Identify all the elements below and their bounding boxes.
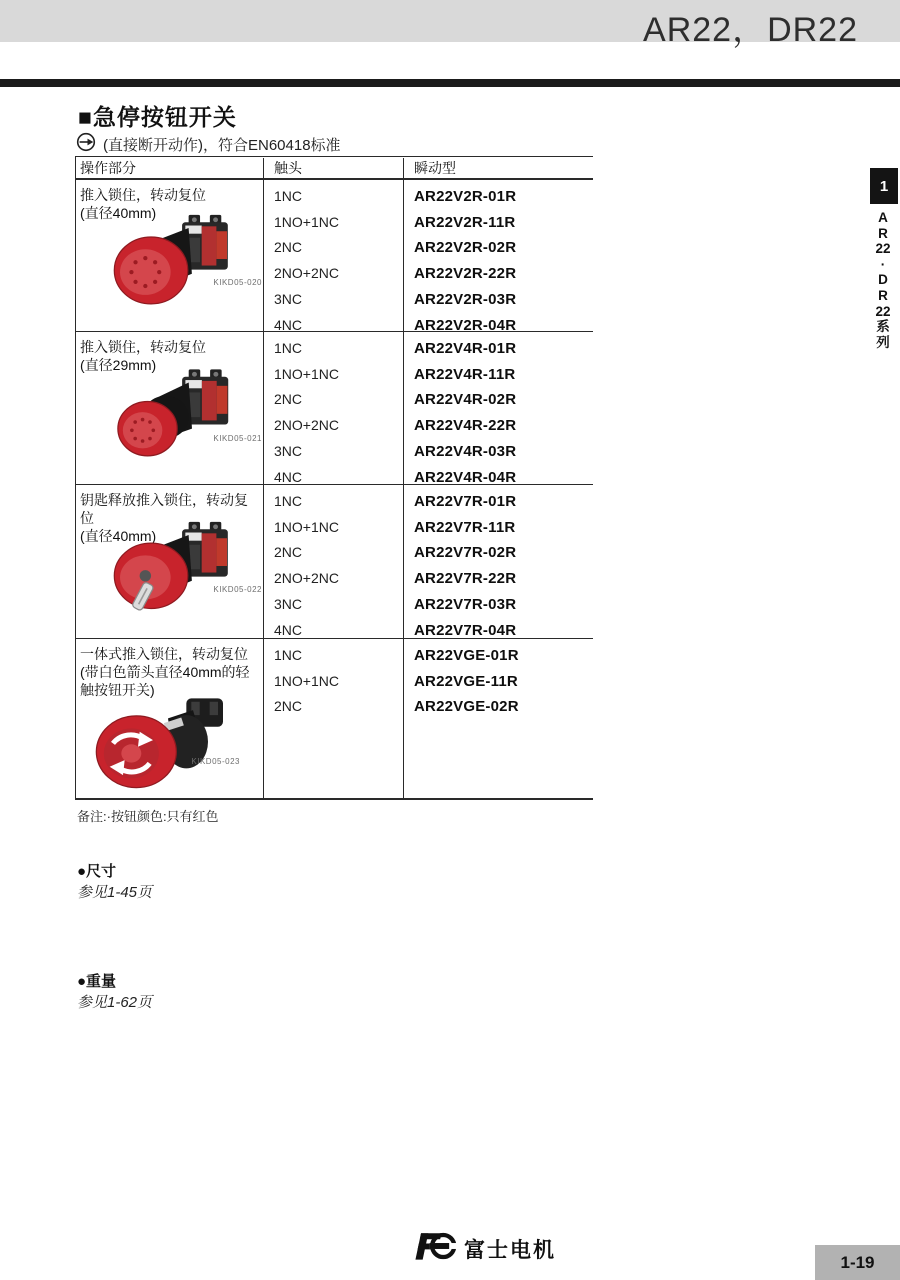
table-row (76, 332, 593, 485)
model-number: AR22V7R-04R (414, 621, 517, 639)
operator-title: 推入锁住，转动复位 (80, 187, 206, 203)
brand-name: 富士电机 (464, 1238, 556, 1262)
contact-option: 2NO+2NC (274, 417, 339, 434)
contact-option: 2NO+2NC (274, 265, 339, 282)
contact-option: 1NO+1NC (274, 672, 339, 689)
col-header-momentary: 瞬动型 (414, 159, 456, 176)
model-number: AR22VGE-11R (414, 672, 518, 690)
photo-code: KIKD05-020 (213, 278, 262, 287)
product-photo-estop-40mm (108, 210, 262, 310)
section-title: ■急停按钮开关 (78, 104, 237, 130)
contact-option: 1NO+1NC (274, 213, 339, 230)
contact-option: 2NC (274, 698, 303, 715)
page-number: 1-19 (840, 1252, 875, 1272)
operator-subtitle: (直径40mm) (80, 205, 157, 221)
model-number: AR22V4R-02R (414, 391, 517, 409)
model-number: AR22V7R-11R (414, 518, 516, 536)
contact-option: 2NC (274, 391, 303, 408)
contact-option: 1NO+1NC (274, 365, 339, 382)
contact-option: 2NC (274, 544, 303, 561)
photo-code: KIKD05-022 (213, 585, 262, 594)
model-number: AR22V2R-03R (414, 290, 517, 308)
model-number: AR22V4R-22R (414, 417, 517, 435)
page-number-box (815, 1245, 900, 1280)
photo-code: KIKD05-023 (191, 757, 240, 766)
standard-line (76, 132, 341, 157)
contact-option: 2NC (274, 239, 303, 256)
col-header-operator: 操作部分 (76, 158, 264, 178)
header-band (0, 0, 900, 49)
footer-brand (408, 1229, 556, 1268)
contact-option: 1NC (274, 188, 303, 204)
contact-option: 1NC (274, 647, 303, 663)
weight-reference: 参见1-62页 (77, 994, 153, 1011)
model-number: AR22V2R-22R (414, 265, 517, 283)
standard-text: (直接断开动作)，符合EN60418标准 (103, 137, 341, 154)
model-number: AR22V7R-02R (414, 544, 517, 562)
table-row (76, 639, 593, 800)
contact-option: 1NC (274, 493, 303, 509)
product-photo-estop-29mm (108, 366, 262, 466)
dimensions-label: ●尺寸 (77, 863, 117, 880)
contact-option: 3NC (274, 595, 303, 612)
page-title: AR22，DR22 (643, 11, 858, 49)
model-number: AR22V4R-04R (414, 468, 517, 486)
contact-option: 3NC (274, 442, 303, 459)
contact-option: 1NC (274, 340, 303, 356)
model-number: AR22V4R-11R (414, 365, 516, 383)
product-photo-estop-key (108, 517, 262, 617)
operator-title: 一体式推入锁住，转动复位 (80, 646, 248, 662)
contact-option: 2NO+2NC (274, 570, 339, 587)
table-row (76, 180, 593, 332)
weight-label: ●重量 (77, 973, 117, 990)
contact-option: 3NC (274, 290, 303, 307)
product-photo-estop-arrow (88, 695, 238, 795)
model-number: AR22V7R-22R (414, 570, 517, 588)
model-number: AR22VGE-01R (414, 647, 519, 664)
contact-option: 4NC (274, 316, 303, 333)
direct-opening-action-icon (76, 132, 96, 157)
series-vertical-label: A R 22 · D R 22 系 列 (875, 210, 891, 350)
product-table (75, 156, 593, 800)
table-note: 备注:·按钮颜色:只有红色 (77, 809, 219, 824)
model-number: AR22V2R-01R (414, 188, 517, 205)
header-rule (0, 79, 900, 87)
operator-title: 推入锁住，转动复位 (80, 339, 206, 355)
dimensions-reference: 参见1-45页 (77, 884, 153, 901)
fuji-logo-icon (408, 1229, 458, 1268)
model-number: AR22V4R-03R (414, 442, 517, 460)
model-number: AR22V2R-02R (414, 239, 517, 257)
operator-subtitle: (直径29mm) (80, 357, 157, 373)
table-header-row (76, 157, 593, 180)
col-header-contacts: 触头 (264, 158, 404, 178)
contact-option: 1NO+1NC (274, 518, 339, 535)
model-number: AR22V7R-03R (414, 595, 517, 613)
model-number: AR22V4R-01R (414, 340, 517, 357)
model-number: AR22V2R-11R (414, 213, 516, 231)
photo-code: KIKD05-021 (213, 434, 262, 443)
operator-subtitle: (带白色箭头直径40mm的轻触按钮开关) (80, 664, 250, 698)
chapter-tab: 1 (870, 168, 898, 204)
contact-option: 4NC (274, 468, 303, 485)
model-number: AR22V2R-04R (414, 316, 517, 334)
table-row (76, 485, 593, 639)
operator-title: 钥匙释放推入锁住，转动复位 (80, 492, 248, 526)
model-number: AR22V7R-01R (414, 493, 517, 510)
model-number: AR22VGE-02R (414, 698, 519, 716)
contact-option: 4NC (274, 621, 303, 638)
operator-subtitle: (直径40mm) (80, 528, 157, 544)
